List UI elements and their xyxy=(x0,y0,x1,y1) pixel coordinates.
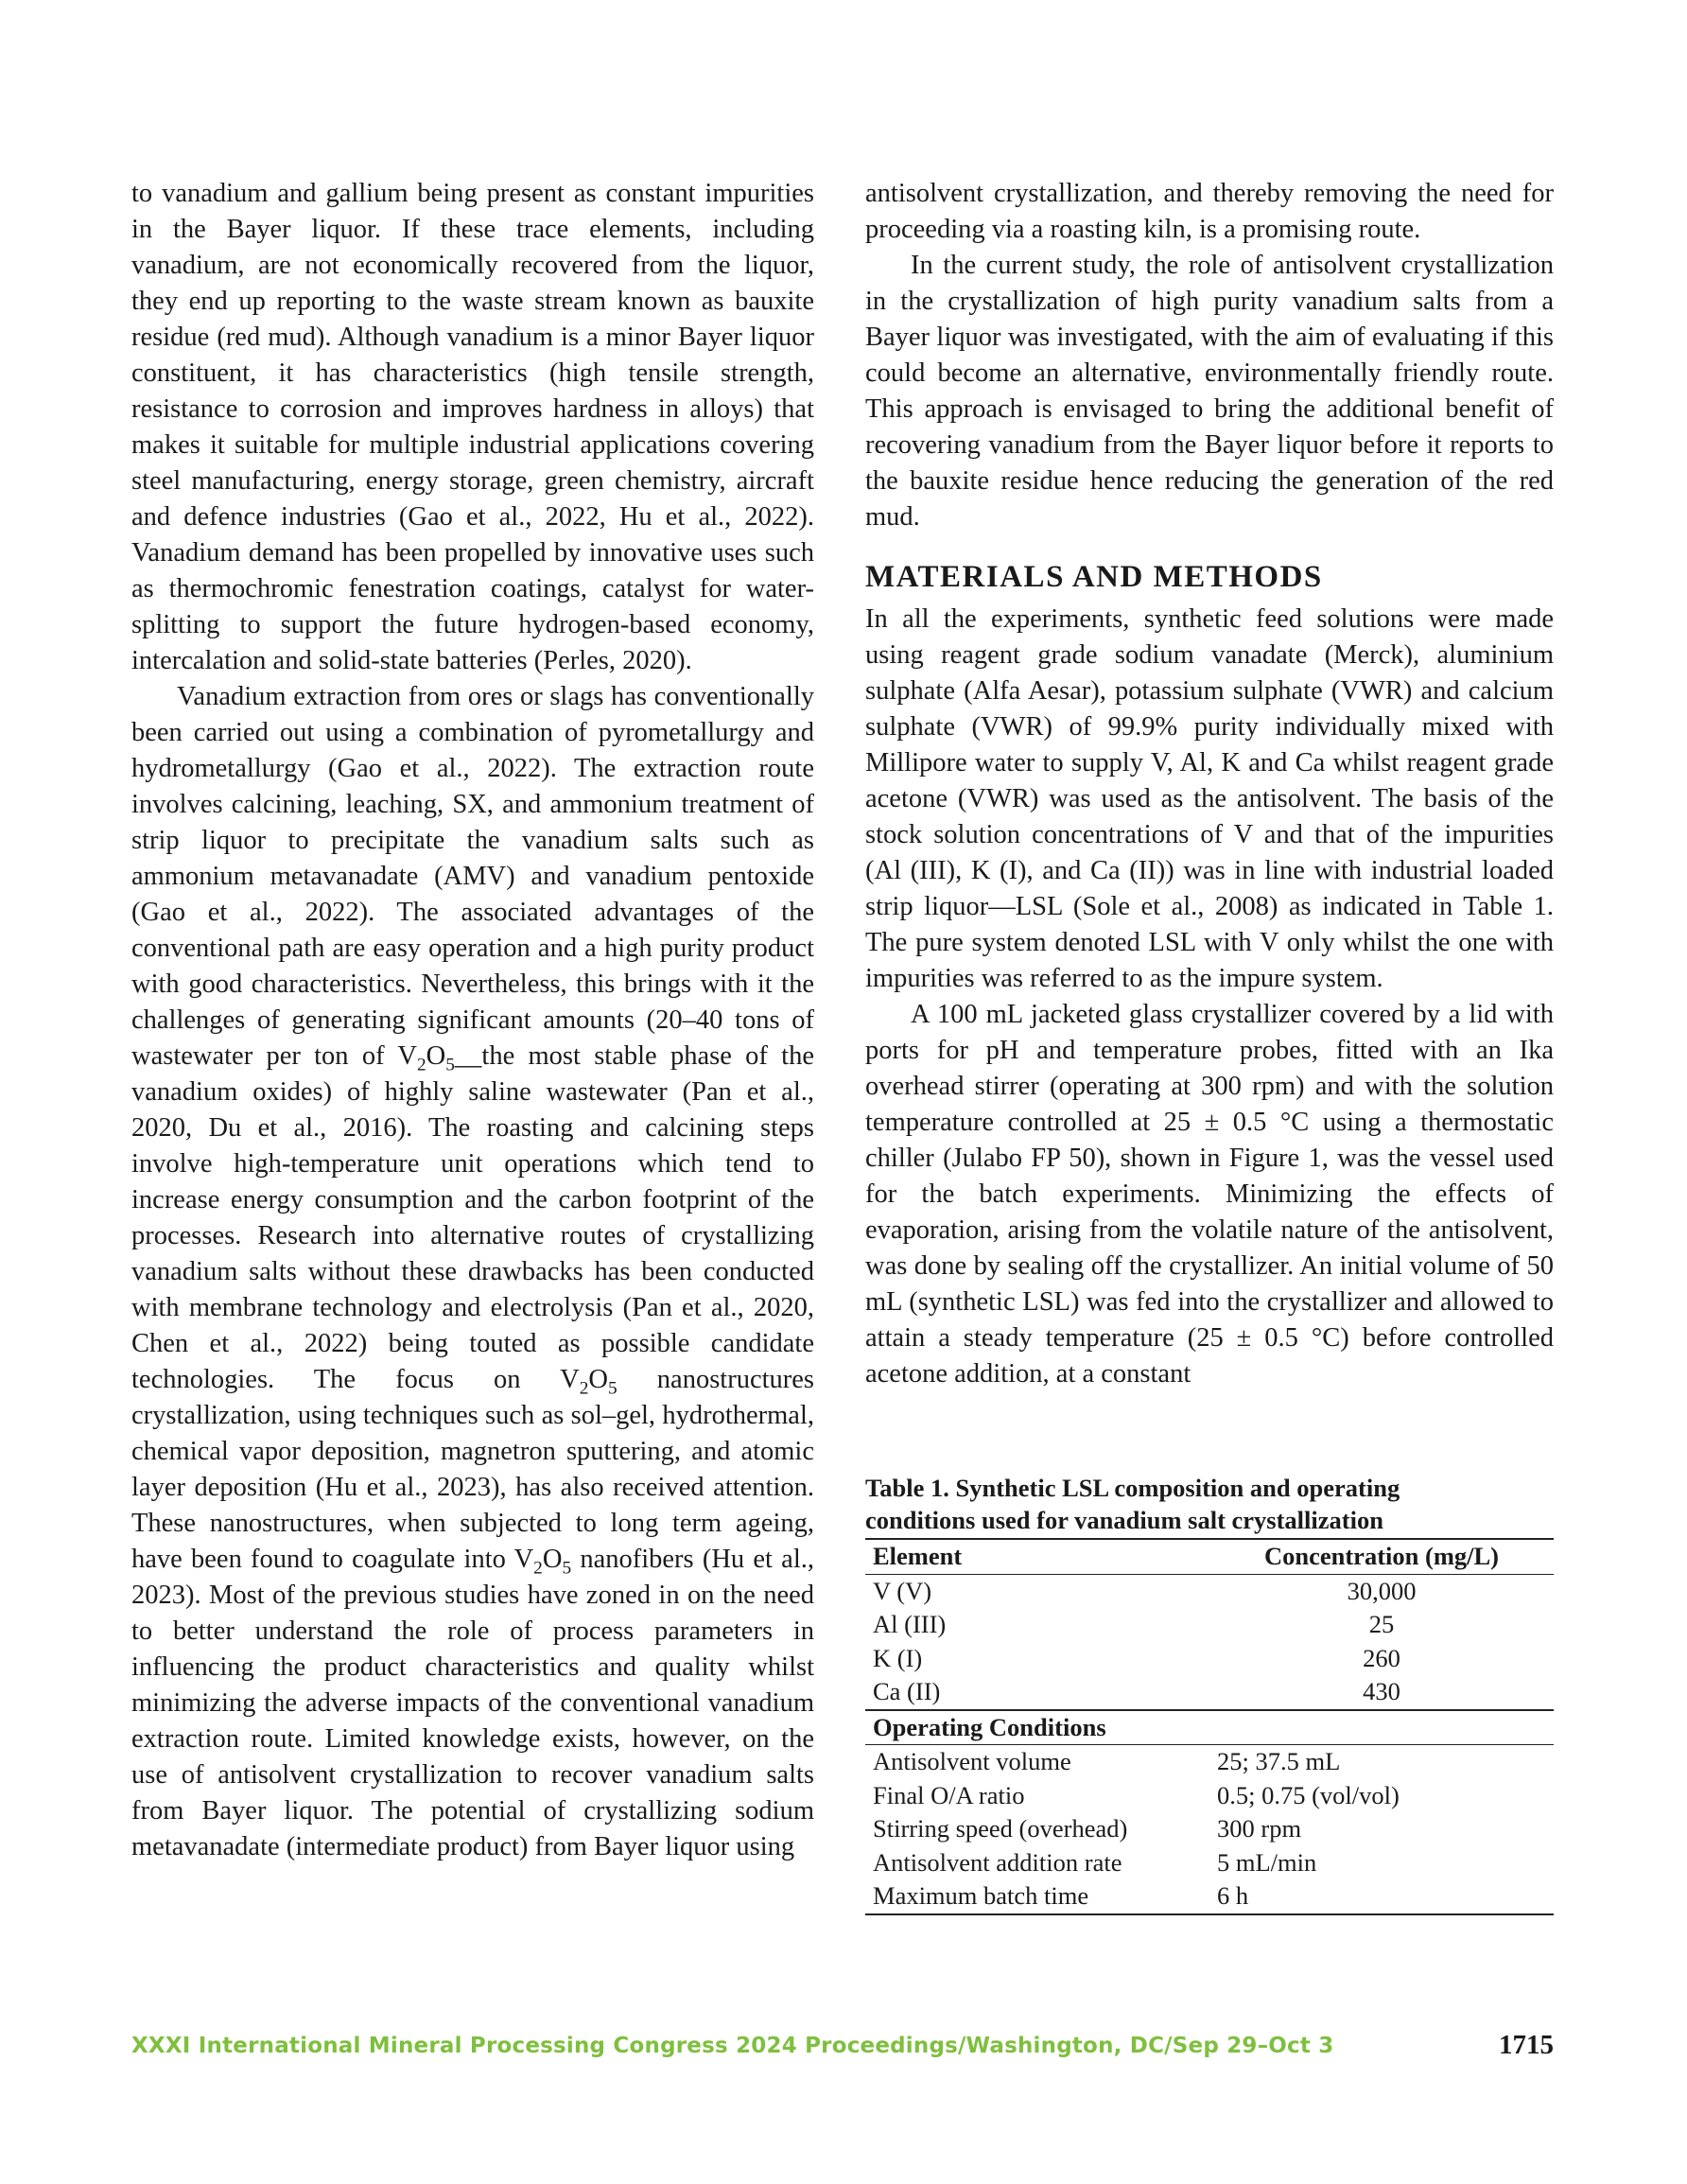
table-row xyxy=(865,1812,1554,1846)
text-segment: Vanadium extraction from ores or slags has conventionally been carried out using a combination of pyrometallurgy and hydrometallurgy (Gao et al., 2022). The extraction route involves calcining, leaching, SX, and ammonium treatment of strip liquor to precipitate the vanadium salts such as ammonium metavanadate (AMV) and vanadium pentoxide (Gao et al., 2022). The associated advantages of the conventional path are easy operation and a high purity product with good characteristics. Nevertheless, this brings with it the challenges of generating significant amounts (20–40 tons of wastewater per ton of V xyxy=(131,682,814,1071)
page-number: 1715 xyxy=(1499,2030,1554,2060)
cell-concentration: 30,000 xyxy=(1347,1576,1417,1605)
cell-condition-value: 5 mL/min xyxy=(1217,1847,1317,1877)
table-subheader-operating-conditions xyxy=(865,1710,1554,1745)
paragraph-vanadium-extraction xyxy=(131,679,814,1865)
cell-concentration: 25 xyxy=(1368,1610,1395,1638)
column-header-element: Element xyxy=(865,1539,1209,1574)
cell-condition-value: 6 h xyxy=(1209,1879,1554,1914)
cell-element: Ca (II) xyxy=(873,1677,941,1705)
text-segment: O xyxy=(542,1545,563,1574)
text-segment: O xyxy=(426,1041,446,1071)
subscript: 2 xyxy=(416,1055,426,1075)
table-row xyxy=(865,1846,1554,1880)
cell-element: V (V) xyxy=(873,1576,932,1605)
table-caption-line: Table 1. Synthetic LSL composition and operating xyxy=(865,1474,1400,1502)
subscript: 2 xyxy=(579,1378,589,1399)
paragraph-feed-solutions: In all the experiments, synthetic feed solutions were made using reagent grade sodium vanadate (Merck), aluminium sulphate (Alfa Aesar), potassium sulphate (VWR) and calcium sulphate (VWR) of 99.9% purity individually mixed with Millipore water to supply V, Al, K and Ca whilst reagent grade acetone (VWR) was used as the antisolvent. The basis of the stock solution concentrations of V and that of the impurities (Al (III), K (I), and Ca (II)) was in line with industrial loaded strip liquor—LSL (Sole et al., 2008) as indicated in Table 1. The pure system denoted LSL with V only whilst the one with impurities was referred to as the impure system. xyxy=(865,604,1554,993)
text-segment: nanofibers (Hu et al., 2023). Most of the previous studies have zoned in on the need to better understand the role of process parameters in influencing the product characteristics and quality whilst minimizing the adverse impacts of the conventional vanadium extraction route. Limited knowledge exists, however, on the use of antisolvent crystallization to recover vanadium salts from Bayer liquor. The potential of crystallizing sodium metavanadate (intermediate product) from Bayer liquor using xyxy=(131,1545,814,1861)
cell-condition-label: Antisolvent addition rate xyxy=(873,1847,1122,1877)
subscript: 5 xyxy=(562,1558,572,1579)
cell-concentration: 430 xyxy=(1363,1677,1400,1705)
section-heading-materials-methods: MATERIALS AND METHODS xyxy=(865,560,1323,594)
table-caption-line: conditions used for vanadium salt crystallization xyxy=(865,1506,1383,1534)
table-row xyxy=(865,1675,1554,1710)
page-footer xyxy=(131,2030,1554,2071)
table-row xyxy=(865,1608,1554,1642)
text-segment: O xyxy=(588,1365,608,1394)
paragraph-antisolvent-route: antisolvent crystallization, and thereby removing the need for proceeding via a roasting kiln, is a promising route. xyxy=(865,179,1554,244)
cell-condition-label: Final O/A ratio xyxy=(873,1780,1025,1809)
table-row xyxy=(865,1745,1554,1779)
cell-condition-value: 300 rpm xyxy=(1217,1814,1302,1843)
cell-element: K (I) xyxy=(873,1643,923,1672)
subscript: 5 xyxy=(608,1378,617,1399)
right-column xyxy=(865,176,1554,1915)
operating-conditions-header: Operating Conditions xyxy=(865,1710,1554,1745)
text-segment: nanostructures crystallization, using techniques such as sol–gel, hydrothermal, chemical vapor deposition, magnetron sputtering, and atomic layer deposition (Hu et al., 2023), has also received attention. These nanostructures, when subjected to long term ageing, have been found to coagulate into V xyxy=(131,1365,814,1574)
cell-concentration: 260 xyxy=(1363,1643,1400,1672)
paragraph-intro-continued: to vanadium and gallium being present as constant impurities in the Bayer liquor. If these trace elements, including vanadium, are not economically recovered from the liquor, they end up reporting to the waste stream known as bauxite residue (red mud). Although vanadium is a minor Bayer liquor constituent, it has characteristics (high tensile strength, resistance to corrosion and improves hardness in alloys) that makes it suitable for multiple industrial applications covering steel manufacturing, energy storage, green chemistry, aircraft and defence industries (Gao et al., 2022, Hu et al., 2022). Vanadium demand has been propelled by innovative uses such as thermochromic fenestration coatings, catalyst for water-splitting to support the future hydrogen-based economy, intercalation and solid-state batteries (Perles, 2020). xyxy=(131,179,814,675)
column-header-concentration: Concentration (mg/L) xyxy=(1209,1539,1554,1574)
left-column xyxy=(131,176,814,1865)
paragraph-crystallizer-setup: A 100 mL jacketed glass crystallizer covered by a lid with ports for pH and temperature probes, fitted with an Ika overhead stirrer (operating at 300 rpm) and with the solution temperature controlled at 25 ± 0.5 °C using a thermostatic chiller (Julabo FP 50), shown in Figure 1, was the vessel used for the batch experiments. Minimizing the effects of evaporation, arising from the volatile nature of the antisolvent, was done by sealing off the crystallizer. An initial volume of 50 mL (synthetic LSL) was fed into the crystallizer and allowed to attain a steady temperature (25 ± 0.5 °C) before controlled acetone addition, at a constant xyxy=(865,1000,1554,1389)
table-row xyxy=(865,1574,1554,1608)
paragraph-current-study: In the current study, the role of antisolvent crystallization in the crystallization of high purity vanadium salts from a Bayer liquor was investigated, with the aim of evaluating if this could become an alternative, environmentally friendly route. This approach is envisaged to bring the additional benefit of recovering vanadium from the Bayer liquor before it reports to the bauxite residue hence reducing the generation of the red mud. xyxy=(865,251,1554,532)
text-segment: __the most stable phase of the vanadium oxides) of highly saline wastewater (Pan et al., 2020, Du et al., 2016). The roasting and calcining steps involve high-temperature unit operations which tend to increase energy consumption and the carbon footprint of the processes. Research into alternative routes of crystallizing vanadium salts without these drawbacks has been conducted with membrane technology and electrolysis (Pan et al., 2020, Chen et al., 2022) being touted as possible candidate technologies. The focus on V xyxy=(131,1041,815,1394)
subscript: 2 xyxy=(533,1558,543,1579)
table-row xyxy=(865,1642,1554,1676)
cell-condition-value: 0.5; 0.75 (vol/vol) xyxy=(1217,1780,1400,1809)
cell-condition-label: Antisolvent volume xyxy=(873,1747,1071,1775)
cell-element: Al (III) xyxy=(873,1610,947,1638)
table-lsl-composition xyxy=(865,1538,1554,1915)
cell-condition-label: Stirring speed (overhead) xyxy=(873,1814,1128,1843)
table-row xyxy=(865,1879,1554,1914)
subscript: 5 xyxy=(445,1055,455,1075)
cell-condition-label: Maximum batch time xyxy=(865,1879,1209,1914)
table-caption xyxy=(865,1472,1554,1536)
table-header-row xyxy=(865,1539,1554,1574)
cell-condition-value: 25; 37.5 mL xyxy=(1217,1747,1341,1775)
conference-title: XXXI International Mineral Processing Congress 2024 Proceedings/Washington, DC/Sep 29–Oct 3 xyxy=(131,2034,1334,2058)
table-row xyxy=(865,1779,1554,1813)
